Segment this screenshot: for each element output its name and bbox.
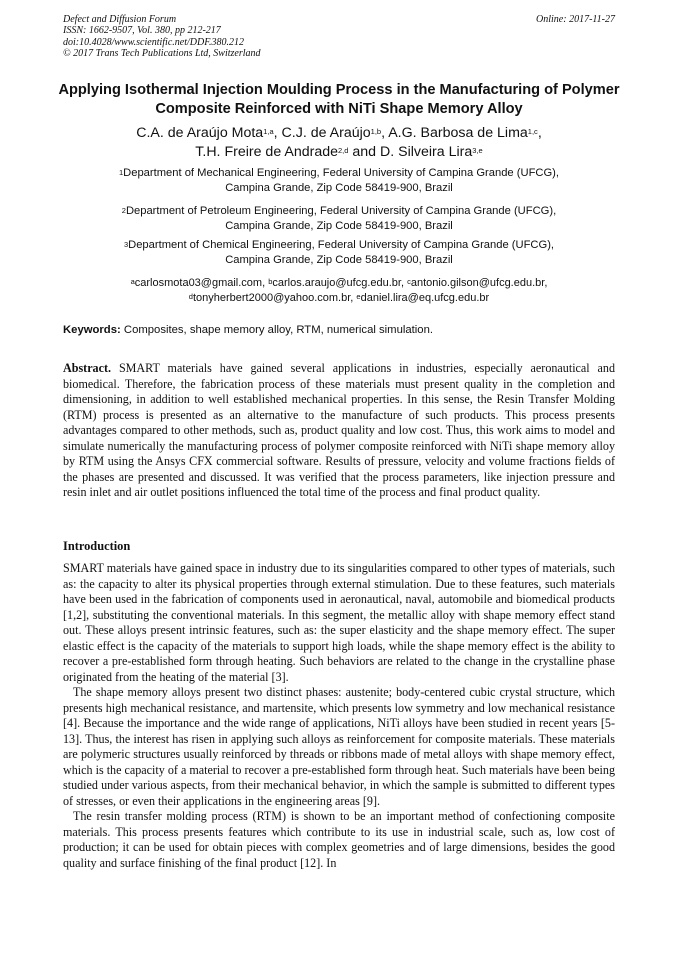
author-sup: 3,e: [472, 145, 483, 155]
email-sup: b: [268, 277, 273, 286]
email-sup: d: [188, 291, 193, 301]
introduction-body: [63, 561, 615, 871]
affiliation-3: [70, 238, 608, 268]
running-header: [63, 14, 615, 59]
keywords-label: Keywords:: [63, 324, 121, 336]
issn-line: ISSN: 1662-9507, Vol. 380, pp 212-217: [63, 25, 221, 37]
online-date: Online: 2017-11-27: [536, 14, 615, 25]
author: C.J. de Araújo: [281, 125, 371, 141]
intro-paragraph: The shape memory alloys present two distinct phases: austenite; body-centered cubic crystal structure, which presents high mechanical resistance, and martensite, which presents low symmetry and low mechanical resistance [4]. Because the importance and the wide range of applications, NiTi alloys have been studied in recent years [5-13]. Thus, the interest has risen in applying such alloys as reinforcement for composite materials. These materials are polymeric structures usually reinforced by threads or ribbons made of metal alloys with shape memory effect, which is the capacity of a material to recover a pre-established form through heat. Such materials have been being studied under various aspects, from their mechanical behavior, in which the sample is submitted to different types of stresses, or even their applications in the engineering areas [9].: [63, 685, 615, 808]
affiliation-line: Department of Chemical Engineering, Federal University of Campina Grande (UFCG),: [128, 239, 555, 251]
copyright-line: © 2017 Trans Tech Publications Ltd, Switzerland: [63, 47, 261, 59]
author-sup: 2,d: [338, 145, 349, 155]
intro-paragraph: SMART materials have gained space in industry due to its singularities compared to other types of materials, such as: the capacity to alter its physical properties through external stimulation. Due to these features, such materials have been used in the fabrication of components used in aeronautical, naval, automobile and biomedical products [1,2], substituting the conventional materials. In this segment, the metallic alloy with shape memory effect stand out. These alloys present intrinsic features, such as: the super elasticity and the shape memory effect. The super elastic effect is the capacity of the materials to support high loads, while the shape memory effect is the ability to recover a pre-established form through heating. Such behaviors are related to the change in the crystalline phase originated from the heating of the material [3].: [63, 561, 615, 684]
affiliation-1: [70, 166, 608, 196]
affiliation-num: 2: [121, 206, 126, 215]
affiliation-line: Department of Petroleum Engineering, Federal University of Campina Grande (UFCG),: [125, 205, 557, 217]
abstract-label: Abstract.: [63, 361, 112, 375]
affiliation-num: 3: [123, 240, 129, 249]
author: C.A. de Araújo Mota: [136, 125, 264, 141]
abstract: [63, 361, 615, 501]
doi-line: doi:10.4028/www.scientific.net/DDF.380.212: [63, 36, 245, 48]
author: T.H. Freire de Andrade: [195, 143, 339, 160]
affiliation-line: Campina Grande, Zip Code 58419-900, Brazil: [225, 254, 453, 266]
affiliation-num: 1: [118, 168, 124, 177]
author: A.G. Barbosa de Lima: [388, 125, 528, 141]
author-list: C.A. de Araújo Mota$^{1,a}$, C.J. de Araújo$^{1,b}$, A.G. Barbosa de Lima$^{1,c}$, T.H. Freire de Andrade$^{2,d}$ and D. Silveira Lira$^{3,e}$: [136, 125, 542, 160]
email-link[interactable]: daniel.lira@eq.ufcg.edu.br: [360, 291, 490, 304]
author-sup: 1,c: [527, 127, 538, 136]
email-list: $^a$carlosmota03@gmail.com, $^b$carlos.araujo@ufcg.edu.br, $^c$antonio.gilson@ufcg.edu.br, $^d$tonyherbert2000@yahoo.com.br, $^e$daniel.lira@eq.ufcg.edu.br: [130, 277, 548, 304]
email-sup: e: [356, 291, 361, 301]
affiliation-2: [70, 204, 608, 234]
journal-name: Defect and Diffusion Forum: [63, 14, 177, 25]
affiliation-line: Campina Grande, Zip Code 58419-900, Brazil: [225, 220, 453, 232]
email-link[interactable]: tonyherbert2000@yahoo.com.br: [192, 291, 351, 304]
author-sup: 1,b: [370, 127, 382, 136]
email-link[interactable]: carlos.araujo@ufcg.edu.br: [272, 277, 401, 289]
section-heading-introduction: Introduction: [63, 539, 131, 553]
abstract-text: SMART materials have gained several applications in industries, especially aeronautical and biomedical. Therefore, the fabrication process of these materials must present quality in the completion and dimensioning, in addition to well established mechanical properties. In this sense, the Resin Transfer Molding (RTM) process is presented as an alternative to the manufacture of such products. This process presents advantages compared to other methods, such as, product quality and low cost. Thus, this work aims to model and simulate numerically the manufacturing process of polymer composite reinforced with NiTi shape memory alloy by RTM using the Ansys CFX commercial software. Results of pressure, velocity and volume fractions fields of the phases are presented and discussed. It was verified that the process parameters, like injection pressure and resin inlet and air outlet positions influenced the total time of the process and final product quality.: [63, 361, 616, 499]
author-sup: 1,a: [263, 127, 274, 136]
email-link[interactable]: antonio.gilson@ufcg.edu.br: [410, 277, 545, 289]
email-sup: a: [130, 277, 135, 286]
affiliation-line: Campina Grande, Zip Code 58419-900, Brazil: [225, 182, 453, 194]
intro-paragraph: The resin transfer molding process (RTM) is shown to be an important method of confectioning composite materials. This process presents features which contribute to its use in industrial scale, such as, low cost of production; it can be used for obtain pieces with complex geometries and of large dimensions, besides the good quality and surface finishing of the final product [12]. In: [63, 809, 615, 870]
paper-title: Applying Isothermal Injection Moulding Process in the Manufacturing of Polymer Composite Reinforced with NiTi Shape Memory Alloy: [58, 82, 620, 117]
keywords: [63, 323, 615, 337]
affiliation-line: Department of Mechanical Engineering, Federal University of Campina Grande (UFCG),: [123, 167, 560, 179]
email-link[interactable]: carlosmota03@gmail.com: [134, 277, 263, 289]
author: D. Silveira Lira: [380, 143, 473, 160]
keywords-text: Composites, shape memory alloy, RTM, numerical simulation.: [123, 324, 434, 336]
email-sup: c: [407, 277, 411, 286]
